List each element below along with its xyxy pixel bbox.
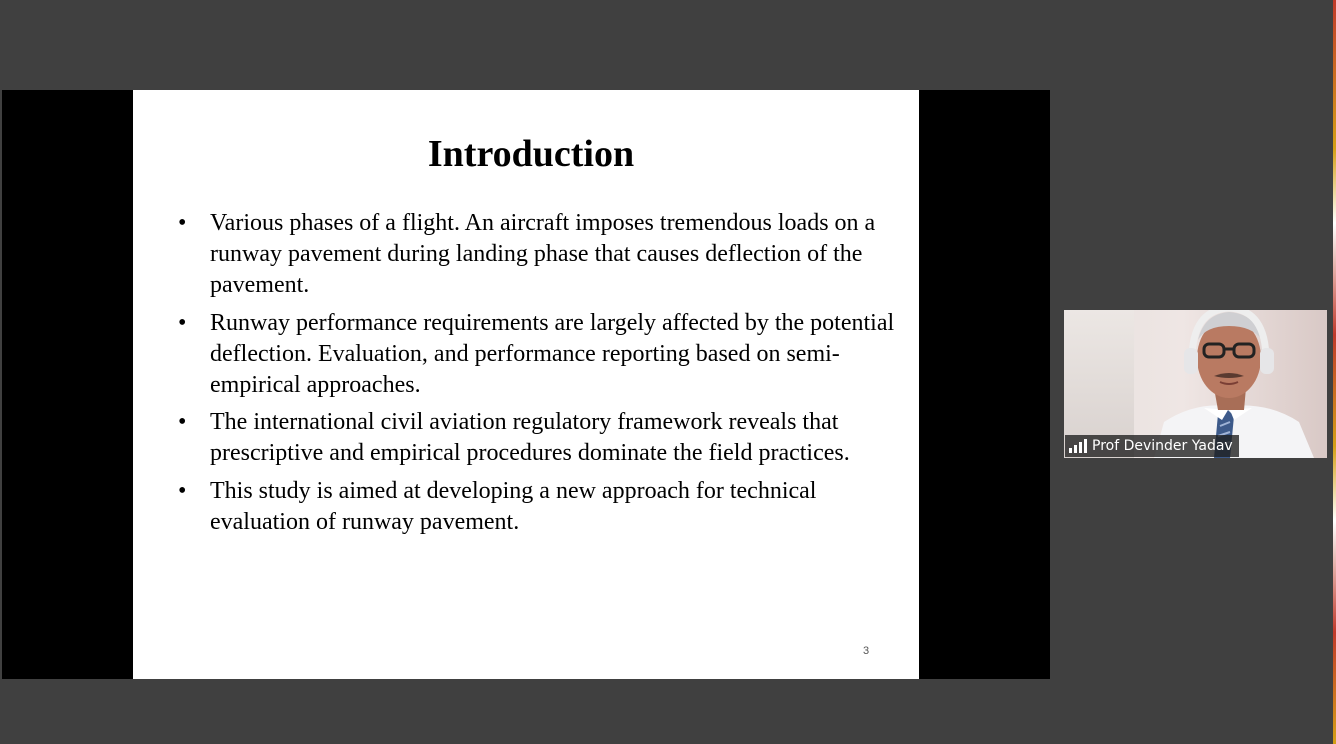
bullet-text: The international civil aviation regulatory framework reveals that prescriptive and empirical procedures dominate the field practices. <box>210 409 850 466</box>
slide-page-number: 3 <box>863 645 870 657</box>
screen-share-area <box>2 90 1050 679</box>
bullet-icon: • <box>178 210 187 236</box>
bullet-icon: • <box>178 477 187 504</box>
participant-video-tile[interactable] <box>1064 310 1327 458</box>
bullet-text: This study is aimed at developing a new approach for technical evaluation of runway pavement. <box>210 477 817 535</box>
bullet-text: Runway performance requirements are largely affected by the potential deflection. Evaluation, and performance reporting based on semi-empirical approaches. <box>210 309 895 398</box>
slide-bullet-1 <box>133 208 919 301</box>
slide-title: Introduction <box>427 133 635 175</box>
slide-bullet-list <box>133 208 919 544</box>
slide-bullet-3 <box>133 407 919 469</box>
bullet-text: Various phases of a flight. An aircraft imposes tremendous loads on a runway pavement during landing phase that causes deflection of the pavement. <box>210 210 876 298</box>
participant-name-label <box>1065 435 1239 457</box>
bullet-icon: • <box>178 409 187 435</box>
slide-bullet-2 <box>133 308 919 401</box>
participant-name: Prof Devinder Yadav <box>1092 438 1233 454</box>
signal-bars-icon <box>1069 439 1087 453</box>
slide-bullet-4 <box>133 476 919 538</box>
presentation-slide <box>133 90 919 679</box>
bullet-icon: • <box>178 309 187 336</box>
